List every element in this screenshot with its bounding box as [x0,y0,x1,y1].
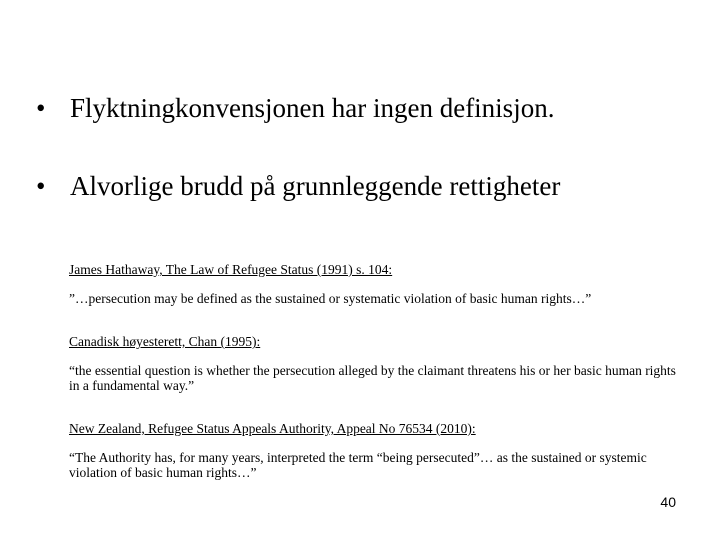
quote-text: “The Authority has, for many years, interpreted the term “being persecuted”… as the sustained or systemic violation of basic human rights…” [69,450,647,480]
quote-block-new-zealand [69,421,689,480]
page-number: 40 [660,494,676,510]
bullet-text: Alvorlige brudd på grunnleggende rettigheter [70,171,561,201]
quote-block-chan [69,334,689,393]
quote-text: ”…persecution may be defined as the sustained or systematic violation of basic human rights…” [69,291,592,306]
bullet-marker: • [36,171,46,201]
quote-source: James Hathaway, The Law of Refugee Status (1991) s. 104: [69,262,393,277]
bullet-text: Flyktningkonvensjonen har ingen definisjon. [70,93,555,123]
bullet-marker: • [36,93,46,123]
bullet-item-1 [36,92,554,124]
quote-source: Canadisk høyesterett, Chan (1995): [69,334,261,349]
quote-text: “the essential question is whether the persecution alleged by the claimant threatens his or her basic human rights in a fundamental way.” [69,363,676,393]
quote-block-hathaway [69,262,689,306]
bullet-item-2 [36,170,560,202]
quote-source: New Zealand, Refugee Status Appeals Authority, Appeal No 76534 (2010): [69,421,476,436]
